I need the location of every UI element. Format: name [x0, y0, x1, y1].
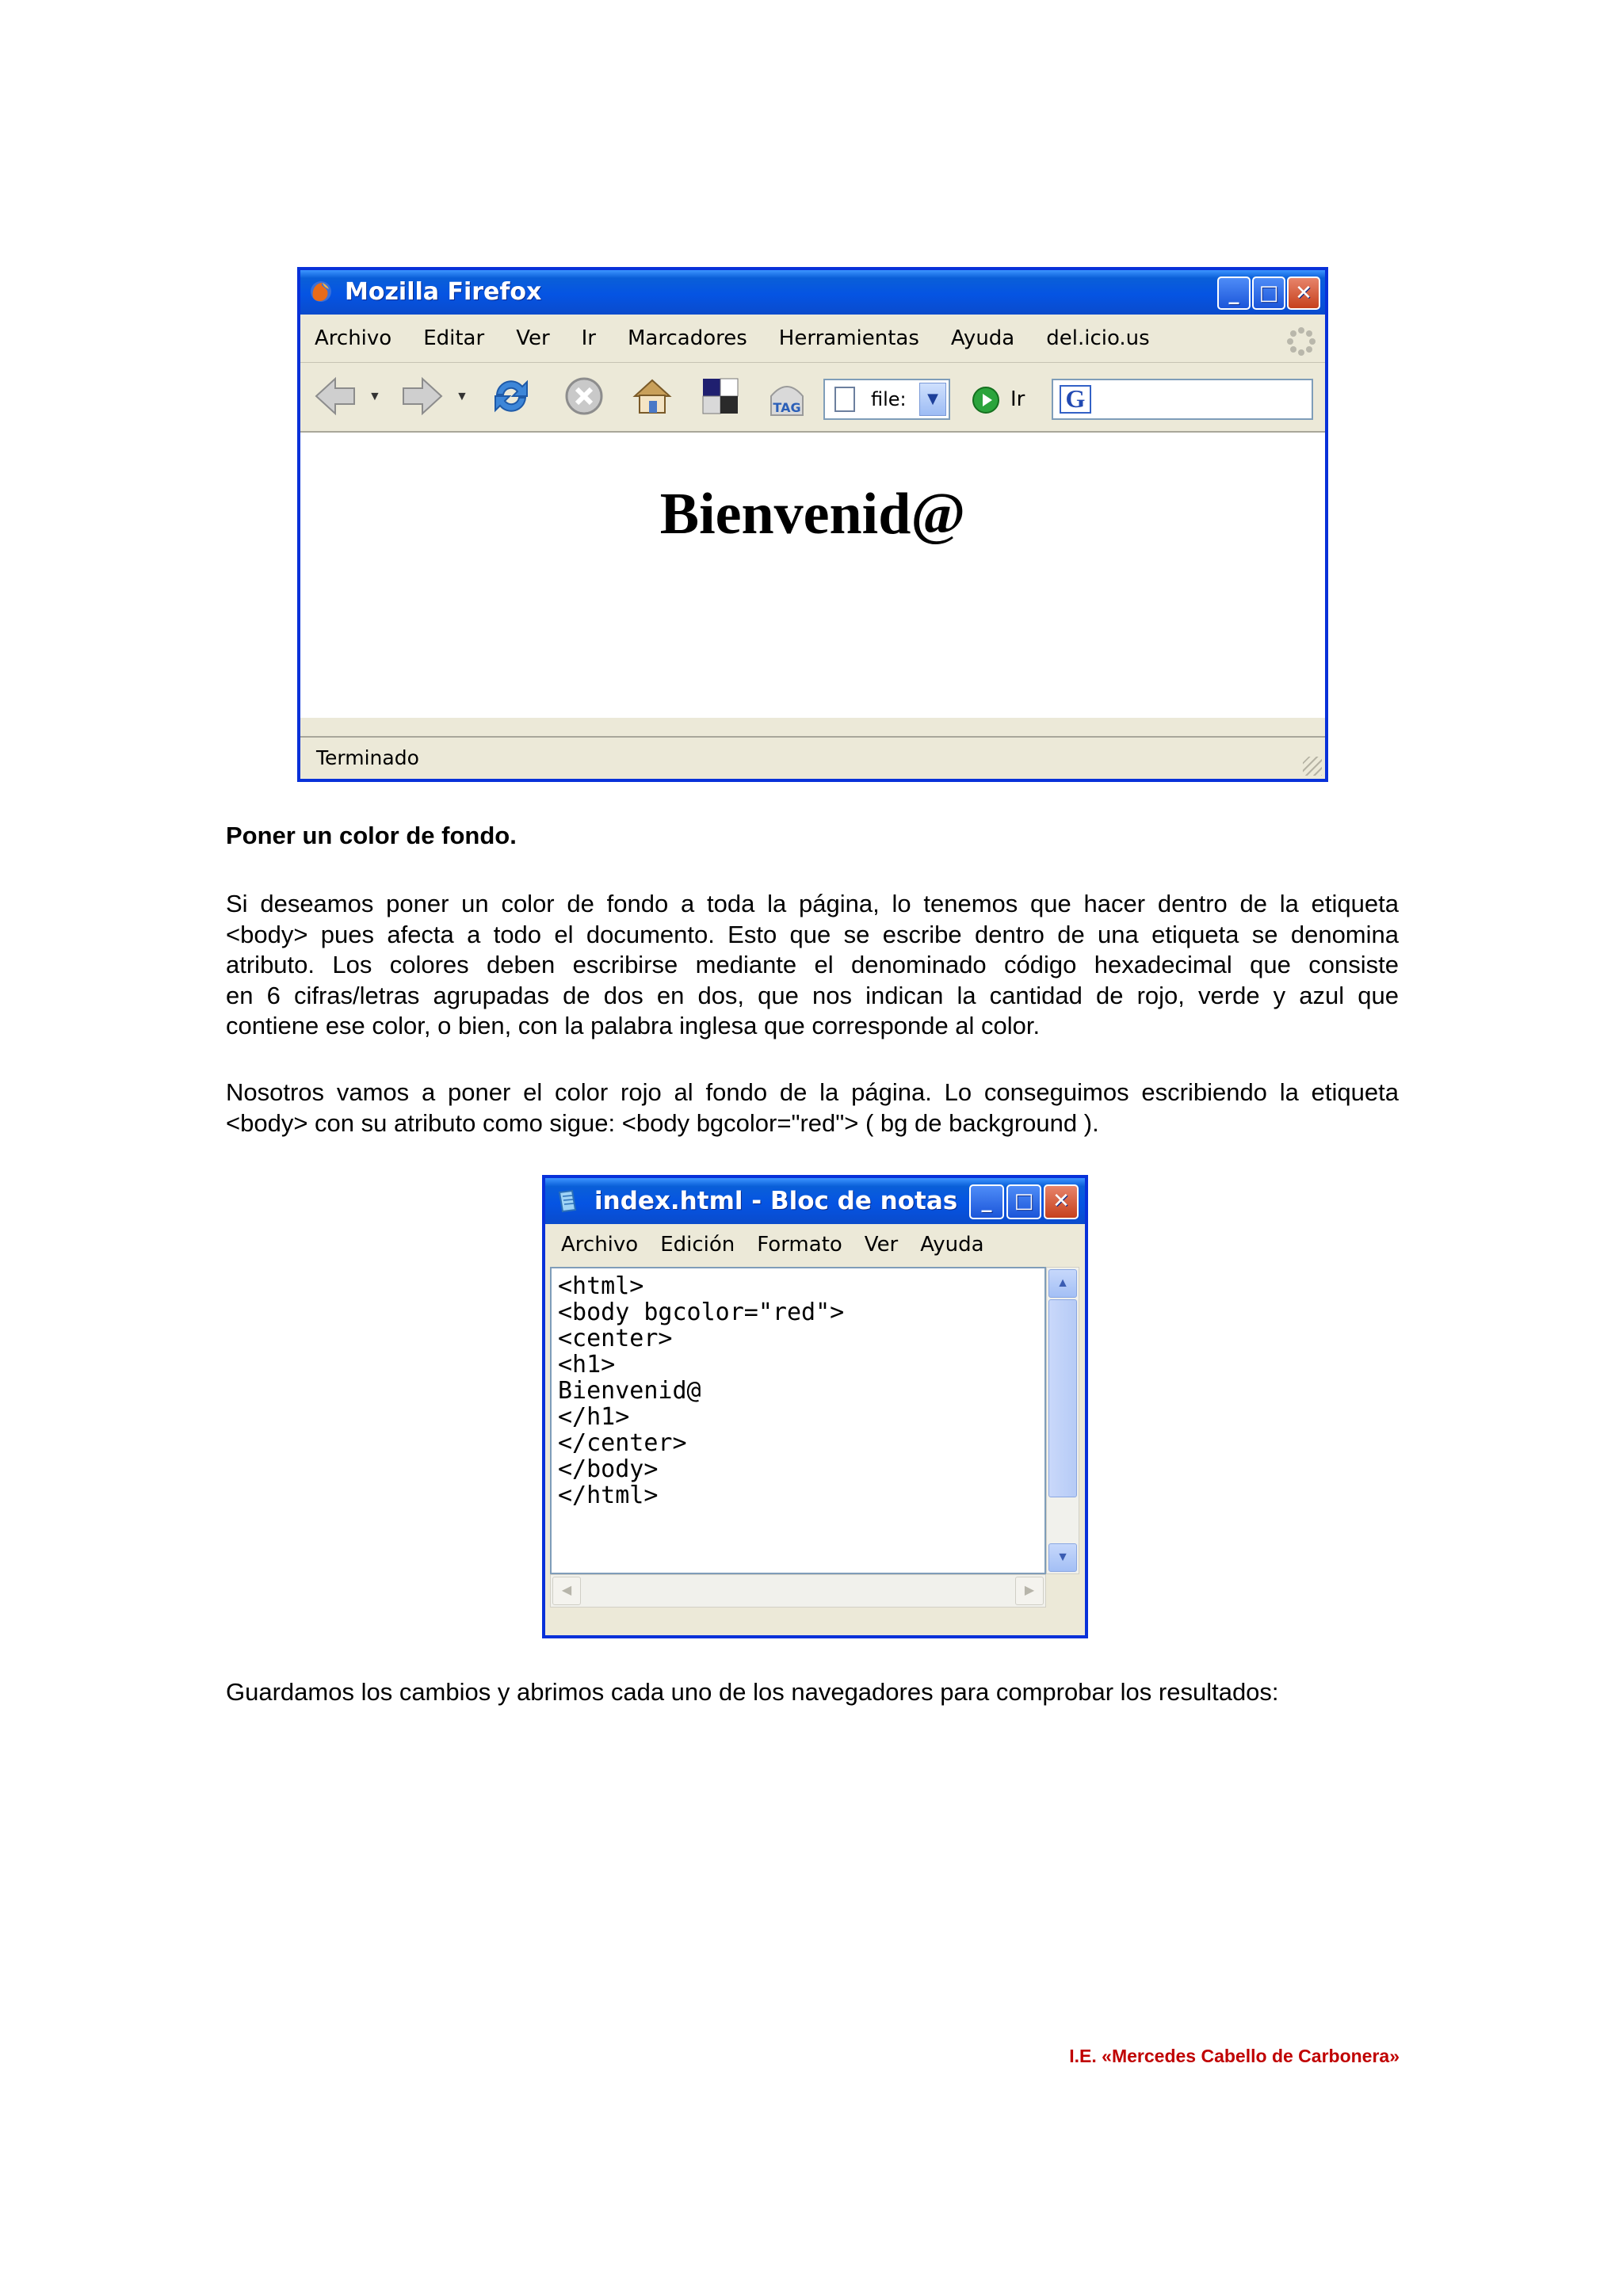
menu-herramientas[interactable]: Herramientas: [778, 326, 919, 350]
menu-ver[interactable]: Ver: [516, 326, 550, 350]
menu-delicious[interactable]: del.icio.us: [1046, 326, 1150, 350]
scroll-up-icon[interactable]: ▲: [1048, 1269, 1077, 1298]
scroll-left-icon[interactable]: ◀: [552, 1577, 581, 1605]
scroll-thumb[interactable]: [1048, 1299, 1077, 1497]
menu-editar[interactable]: Editar: [423, 326, 485, 350]
firefox-titlebar: [300, 270, 1325, 315]
resize-grip-icon[interactable]: [1303, 757, 1322, 776]
vertical-scrollbar[interactable]: [1046, 1267, 1079, 1574]
paragraph-line: Nosotros vamos a poner el color rojo al fondo de la página. Lo conseguimos escribiendo la etiqueta: [226, 1078, 1399, 1106]
code-line: <html>: [558, 1272, 644, 1300]
page-footer: I.E. «Mercedes Cabello de Carbonera»: [1069, 2046, 1400, 2066]
code-line: <body bgcolor="red">: [558, 1299, 845, 1326]
code-line: </body>: [558, 1455, 659, 1483]
bookmark-icon[interactable]: [697, 372, 744, 420]
address-bar[interactable]: [823, 379, 950, 420]
paragraph-line: Guardamos los cambios y abrimos cada uno de los navegadores para comprobar los resultados:: [226, 1678, 1279, 1706]
notepad-menubar: [545, 1224, 1085, 1265]
go-icon[interactable]: [972, 387, 999, 414]
google-icon[interactable]: G: [1060, 385, 1091, 414]
scroll-down-icon[interactable]: ▼: [1048, 1543, 1077, 1572]
menu-ayuda[interactable]: Ayuda: [920, 1233, 984, 1257]
firefox-window: [297, 267, 1328, 782]
code-line: </center>: [558, 1429, 687, 1457]
address-text: file:: [871, 388, 907, 410]
menu-ayuda[interactable]: Ayuda: [950, 326, 1015, 350]
notepad-titlebar: [545, 1178, 1085, 1224]
paragraph-line: en 6 cifras/letras agrupadas de dos en dos, que nos indican la cantidad de rojo, verde y azul que: [226, 981, 1399, 1009]
menu-edicion[interactable]: Edición: [660, 1233, 735, 1257]
address-dropdown-icon[interactable]: ▼: [919, 383, 946, 416]
menu-formato[interactable]: Formato: [757, 1233, 842, 1257]
maximize-button[interactable]: □: [1252, 277, 1285, 310]
code-line: <center>: [558, 1325, 673, 1352]
menu-archivo[interactable]: Archivo: [561, 1233, 639, 1257]
code-line: Bienvenid@: [558, 1377, 701, 1405]
close-button[interactable]: ✕: [1044, 1184, 1079, 1219]
paragraph-line: contiene ese color, o bien, con la palabra inglesa que corresponde al color.: [226, 1012, 1041, 1039]
code-line: </h1>: [558, 1403, 630, 1431]
forward-icon[interactable]: [399, 372, 446, 420]
page-content: [300, 433, 1325, 718]
horizontal-scrollbar[interactable]: [550, 1574, 1046, 1608]
minimize-button[interactable]: _: [969, 1184, 1004, 1219]
status-bar: [300, 736, 1325, 779]
firefox-title: Mozilla Firefox: [345, 278, 542, 306]
notepad-icon: [555, 1189, 580, 1213]
paragraph-line: Si deseamos poner un color de fondo a toda la página, lo tenemos que hacer dentro de la etiqueta: [226, 890, 1399, 917]
menu-ver[interactable]: Ver: [864, 1233, 899, 1257]
code-block: [552, 1268, 1044, 1508]
code-line: </html>: [558, 1482, 659, 1509]
scroll-right-icon[interactable]: ▶: [1015, 1577, 1044, 1605]
go-label[interactable]: Ir: [1010, 387, 1025, 411]
menu-marcadores[interactable]: Marcadores: [628, 326, 747, 350]
paragraph-line: atributo. Los colores deben escribirse mediante el denominado código hexadecimal que consiste: [226, 951, 1399, 978]
firefox-menubar: [300, 315, 1325, 363]
minimize-button[interactable]: _: [1217, 277, 1251, 310]
page-icon: [834, 387, 855, 412]
status-text: Terminado: [316, 746, 419, 769]
menu-ir[interactable]: Ir: [581, 326, 596, 350]
close-button[interactable]: ✕: [1287, 277, 1320, 310]
back-icon[interactable]: [311, 372, 359, 420]
search-input[interactable]: [1052, 379, 1313, 420]
navigation-toolbar: [300, 363, 1325, 433]
paragraph-red-background: [226, 1077, 1399, 1138]
notepad-window: [542, 1175, 1088, 1638]
tag-icon[interactable]: [763, 372, 811, 420]
text-editor[interactable]: [550, 1267, 1046, 1574]
paragraph-background-color: [226, 889, 1399, 1042]
firefox-icon: [308, 280, 334, 303]
paragraph-save-changes: [226, 1677, 1399, 1708]
svg-text:TAG: TAG: [773, 400, 801, 415]
maximize-button[interactable]: □: [1006, 1184, 1041, 1219]
back-dropdown-icon[interactable]: ▼: [369, 390, 381, 403]
paragraph-line: <body> con su atributo como sigue: <body bgcolor="red"> ( bg de background ).: [226, 1108, 1099, 1137]
page-heading: Bienvenid@: [659, 482, 966, 547]
notepad-title: index.html - Bloc de notas: [594, 1187, 958, 1215]
home-icon[interactable]: [628, 372, 676, 420]
stop-icon[interactable]: [560, 372, 608, 420]
forward-dropdown-icon[interactable]: ▼: [456, 390, 468, 403]
section-heading: Poner un color de fondo.: [226, 822, 517, 849]
reload-icon[interactable]: [487, 372, 535, 420]
menu-archivo[interactable]: Archivo: [315, 326, 392, 350]
paragraph-line: <body> pues afecta a todo el documento. Esto que se escribe dentro de una etiqueta se denomina: [226, 920, 1399, 948]
code-line: <h1>: [558, 1351, 616, 1379]
throbber-icon: [1285, 326, 1317, 357]
